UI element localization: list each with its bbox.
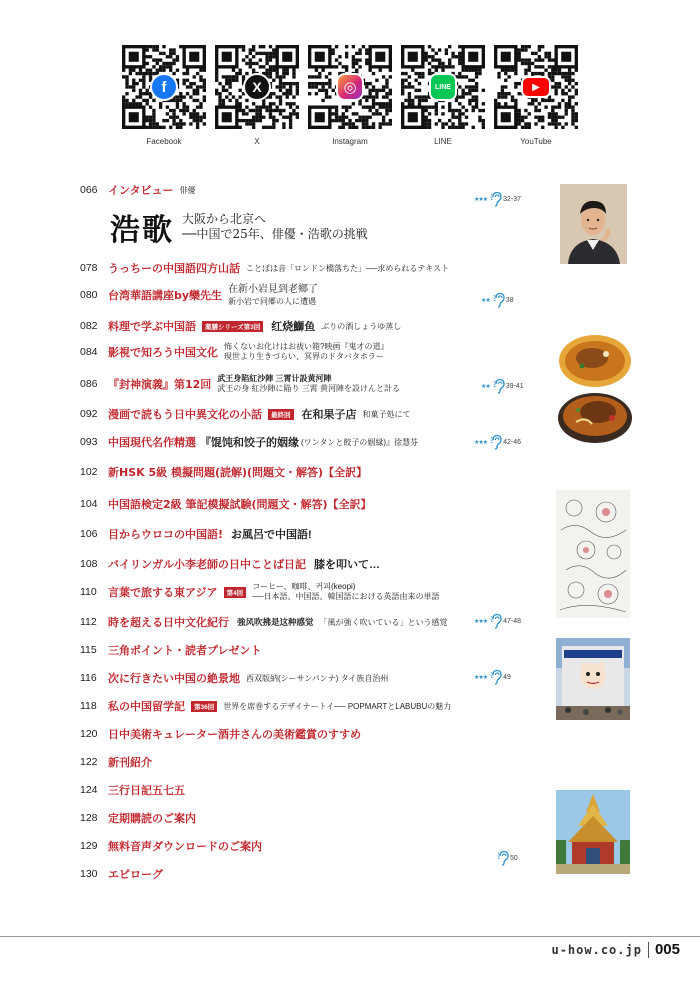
x-icon: X [243, 73, 271, 101]
page-footer [551, 941, 680, 958]
toc-title: 台湾華語講座by欒先生 [108, 289, 223, 303]
page-number: 092 [80, 408, 98, 420]
toc-title: 日中美術キュレーター酒井さんの美術鑑賞のすすめ [108, 728, 362, 741]
toc-row-093[interactable] [80, 434, 418, 450]
audio-track-42-46[interactable] [474, 434, 521, 450]
page-number: 124 [80, 784, 98, 796]
popmart-store-photo [556, 638, 630, 720]
page-number: 082 [80, 320, 98, 332]
feature-line-2: ──中国で25年、俳優・浩歌の挑戦 [182, 227, 368, 241]
page-number: 106 [80, 528, 98, 540]
ear-icon [490, 669, 502, 685]
toc-row-110[interactable] [80, 582, 440, 602]
qr-item-facebook[interactable] [118, 45, 210, 146]
page-number: 122 [80, 756, 98, 768]
toc-row-080[interactable] [80, 284, 318, 307]
toc-title: 定期購読のご案内 [108, 812, 196, 825]
toc-subtitle: 世界を席巻するデザイナートイ── POPMARTとLABUBUの魅力 [223, 701, 452, 711]
qr-label: LINE [434, 137, 452, 146]
series-badge: 最終回 [268, 409, 294, 420]
toc-title: 言葉で旅する東アジア [108, 586, 218, 599]
toc-row-130[interactable] [80, 866, 163, 882]
toc-row-124[interactable] [80, 782, 185, 798]
audio-track-32-37[interactable] [474, 191, 521, 207]
toc-row-108[interactable] [80, 556, 380, 572]
toc-row-078[interactable] [80, 260, 449, 276]
page-number: 129 [80, 840, 98, 852]
qr-item-youtube[interactable] [490, 45, 582, 146]
series-badge: 薬膳シリーズ第3回 [202, 321, 263, 332]
toc-subtitle: ぶりの酒しょうゆ蒸し [321, 321, 402, 331]
audio-track-number: 50 [510, 854, 518, 862]
page-number: 084 [80, 346, 98, 358]
toc-row-106[interactable] [80, 526, 312, 542]
toc-bold-title: 膝を叩いて… [314, 559, 380, 571]
toc-subtitle: 俳優 [179, 185, 196, 195]
toc-subtitle-2: 現世より生きづらい、冥界のドタバタホラー [224, 352, 384, 361]
qr-code[interactable] [122, 45, 206, 129]
audio-track-number: 32-37 [503, 195, 522, 203]
ear-icon [497, 850, 509, 866]
series-badge: 第4回 [224, 587, 247, 598]
toc-row-115[interactable] [80, 642, 262, 658]
feature-name: 浩歌 [110, 213, 174, 248]
qr-item-instagram[interactable] [304, 45, 396, 146]
ear-icon [490, 191, 502, 207]
actor-portrait-photo [560, 184, 627, 264]
toc-title: エピローグ [108, 868, 163, 881]
footer-separator [648, 942, 649, 958]
toc-row-086[interactable] [80, 374, 400, 394]
difficulty-stars: ★★★ [474, 618, 488, 625]
facebook-icon: f [150, 73, 178, 101]
toc-subtitle-2: ──日本語、中国語、韓国語における英語由来の単語 [252, 592, 440, 601]
toc-title: 目からウロコの中国語! [108, 528, 224, 541]
toc-row-122[interactable] [80, 754, 152, 770]
difficulty-stars: ★★★ [474, 674, 488, 681]
ear-icon [493, 378, 505, 394]
feature-interview [110, 205, 368, 249]
audio-track-50[interactable] [497, 850, 518, 866]
toc-row-092[interactable] [80, 406, 411, 422]
qr-item-x[interactable] [211, 45, 303, 146]
difficulty-stars: ★★ [481, 297, 490, 304]
toc-bold-title: 红烧鰤鱼 [271, 321, 316, 333]
toc-subtitle: 西双版納(シーサンパンナ) タイ族自治州 [246, 673, 389, 683]
audio-track-number: 38 [505, 296, 514, 304]
toc-title: 無料音声ダウンロードのご案内 [108, 840, 262, 853]
toc-title: 『封神演義』第12回 [108, 378, 212, 391]
toc-subtitle: (ワンタンと餃子の姻縁)』徐慧芬 [301, 437, 419, 447]
audio-track-number: 49 [503, 673, 511, 681]
difficulty-stars: ★★ [481, 383, 490, 390]
toc-row-084[interactable] [80, 342, 388, 362]
toc-subtitle: ことばは音「ロンドン橋落ちた」──求められるテキスト [246, 263, 450, 273]
toc-bold-title: 強风吹拂是这种感觉 [237, 617, 314, 627]
qr-code[interactable] [308, 45, 392, 129]
xishuangbanna-temple-photo [556, 790, 630, 874]
ear-icon [493, 292, 505, 308]
audio-track-number: 47-48 [503, 617, 522, 625]
toc-title: 三行日記五七五 [108, 784, 185, 797]
instagram-icon: ◎ [336, 73, 364, 101]
qr-code[interactable] [401, 45, 485, 129]
toc-bold-title: 在和果子店 [301, 409, 357, 421]
page-number: 080 [80, 289, 98, 302]
page-number: 102 [80, 466, 98, 478]
toc-subtitle-chinese: 武王身陷紅沙陣 三霄计設黄河陣 [217, 374, 332, 383]
toc-row-082[interactable] [80, 318, 401, 334]
audio-track-47-48[interactable] [474, 613, 521, 629]
toc-subtitle-japanese: 新小岩で同郷の人に遭遇 [228, 296, 317, 306]
toc-title: 中国現代名作精選 [108, 436, 196, 449]
page-number-footer: 005 [654, 941, 680, 958]
toc-title: 漫画で読もう日中異文化の小話 [108, 408, 262, 421]
audio-track-38[interactable] [481, 292, 514, 308]
qr-code[interactable] [215, 45, 299, 129]
page-number: 112 [80, 616, 97, 628]
qr-code[interactable] [494, 45, 578, 129]
line-icon: LINE [429, 73, 457, 101]
page-number: 118 [80, 700, 97, 712]
page-number: 120 [80, 728, 98, 740]
series-badge: 第36回 [191, 701, 217, 712]
toc-bold-title: お風呂で中国語! [231, 529, 312, 541]
toc-row-118[interactable] [80, 698, 451, 714]
toc-title: 時を超える日中文化紀行 [108, 616, 229, 629]
page-number: 078 [80, 262, 98, 274]
toc-title: 私の中国留学記 [108, 700, 185, 713]
toc-row-128[interactable] [80, 810, 196, 826]
page-number: 086 [80, 378, 98, 390]
difficulty-stars: ★★★ [474, 439, 488, 446]
page-number: 128 [80, 812, 98, 824]
toc-title: 新刊紹介 [108, 756, 152, 769]
audio-track-49[interactable] [474, 669, 511, 685]
toc-row-116[interactable] [80, 670, 388, 686]
qr-label: Facebook [146, 137, 182, 146]
youtube-icon: ▶ [521, 76, 551, 98]
page-number: 066 [80, 184, 98, 196]
toc-title: 料理で学ぶ中国語 [108, 320, 196, 333]
page-number: 104 [80, 498, 98, 510]
toc-title: 次に行きたい中国の絶景地 [108, 672, 240, 685]
toc-row-102[interactable] [80, 464, 367, 480]
page-number: 110 [80, 586, 97, 598]
manga-illustration-image [556, 490, 630, 618]
audio-track-39-41[interactable] [481, 378, 524, 394]
page-number: 093 [80, 436, 98, 448]
toc-title: 中国語検定2級 筆記模擬試験(問題文・解答)【全訳】 [108, 498, 372, 511]
qr-label: YouTube [520, 137, 552, 146]
toc-subtitle-1: 怖くないお化けはお祓い箱?映画『鬼才の道』 [224, 342, 389, 351]
toc-title: 影視で知ろう中国文化 [108, 346, 218, 359]
toc-row-112[interactable] [80, 614, 448, 630]
toc-title: うっちーの中国語四方山話 [108, 262, 240, 275]
ear-icon [490, 434, 502, 450]
toc-subtitle-japanese: 武王の身 紅沙陣に陥り 三霄 黄河陣を設けんと計る [217, 384, 400, 393]
braised-fish-dish-photo [556, 326, 634, 446]
website-url[interactable]: u-how.co.jp [551, 942, 642, 957]
qr-label: Instagram [332, 137, 368, 146]
page-number: 115 [80, 644, 97, 656]
audio-track-number: 39-41 [505, 382, 524, 390]
toc-subtitle-chinese: 在新小岩見到老鄉了 [228, 284, 319, 295]
toc-title: インタビュー [108, 184, 174, 197]
footer-divider [0, 936, 700, 937]
toc-title: 三角ポイント・読者プレゼント [108, 644, 262, 657]
page-number: 108 [80, 558, 98, 570]
difficulty-stars: ★★★ [474, 196, 488, 203]
toc-title: バイリンガル小李老師の日中ことば日記 [108, 558, 306, 571]
toc-row-104[interactable] [80, 496, 372, 512]
audio-track-number: 42-46 [503, 438, 522, 446]
toc-row-066[interactable] [80, 182, 196, 198]
page-number: 130 [80, 868, 98, 880]
qr-item-line[interactable] [397, 45, 489, 146]
toc-subtitle: 和菓子処にて [362, 409, 411, 419]
toc-row-120[interactable] [80, 726, 361, 742]
ear-icon [490, 613, 502, 629]
toc-bold-title: 『馄饨和饺子的姻缘 [200, 437, 299, 449]
feature-line-1: 大阪から北京へ [182, 212, 267, 226]
toc-row-129[interactable] [80, 838, 262, 854]
qr-code-row [118, 45, 582, 146]
page-number: 116 [80, 672, 97, 684]
toc-subtitle-1: コーヒー、咖啡、커피(keopi) [252, 582, 356, 591]
qr-label: X [254, 137, 260, 146]
toc-title: 新HSK 5級 模擬問題(読解)(問題文・解答)【全訳】 [108, 466, 368, 479]
toc-subtitle: 「風が強く吹いている」という感覚 [319, 617, 448, 627]
